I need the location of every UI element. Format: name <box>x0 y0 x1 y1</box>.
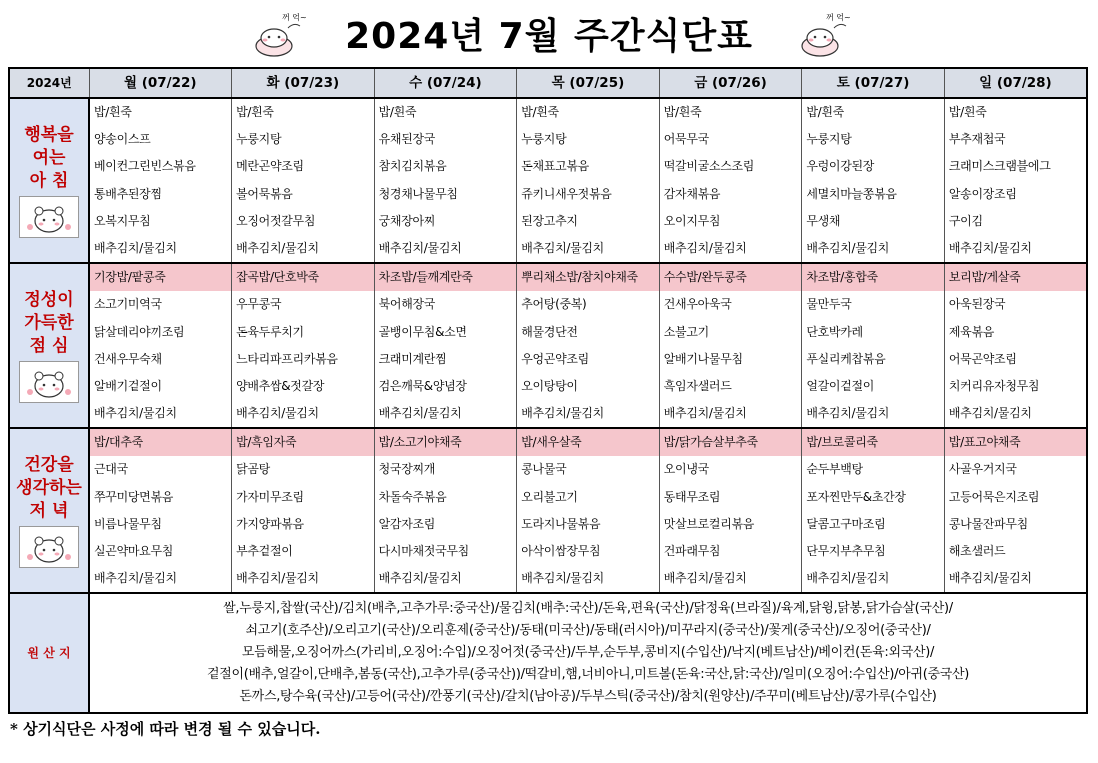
title-bar <box>0 0 1098 66</box>
day-header: 일 (07/28) <box>944 68 1087 98</box>
menu-item: 누룽지탕 <box>236 132 282 147</box>
meal-label-line: 여는 <box>32 147 66 168</box>
menu-item: 양송이스프 <box>94 132 151 147</box>
footnote: * 상기식단은 사정에 따라 변경 될 수 있습니다. <box>10 720 321 738</box>
menu-item: 소고기미역국 <box>94 297 162 312</box>
menu-item: 콩나물국 <box>521 462 567 477</box>
menu-item: 동태무조림 <box>663 489 721 504</box>
menu-item-rice-porridge: 밥/흰죽 <box>663 105 702 119</box>
menu-item: 검은깨묵&양념장 <box>378 378 467 393</box>
menu-item: 배추김치/물김치 <box>236 406 319 421</box>
menu-item: 콩나물잔파무침 <box>948 516 1028 531</box>
day-header: 목 (07/25) <box>517 68 660 98</box>
menu-item-rice-porridge: 밥/흰죽 <box>378 105 417 119</box>
menu-item: 알감자조림 <box>378 516 436 531</box>
menu-item: 배추김치/물김치 <box>236 571 319 586</box>
menu-item: 배추김치/물김치 <box>378 571 462 586</box>
menu-item: 참치김치볶음 <box>378 159 447 174</box>
day-header: 수 (07/24) <box>374 68 517 98</box>
menu-cell <box>232 428 375 593</box>
origin-label: 원 산 지 <box>9 593 89 713</box>
menu-item: 청경채나물무침 <box>378 186 458 201</box>
menu-item-rice-porridge: 밥/브로콜리죽 <box>802 429 944 456</box>
menu-item: 배추김치/물김치 <box>948 406 1032 421</box>
menu-item: 순두부백탕 <box>806 462 863 477</box>
menu-item-rice-porridge: 잡곡밥/단호박죽 <box>232 264 374 291</box>
menu-item: 알배기겉절이 <box>94 378 162 393</box>
menu-cell <box>374 428 517 593</box>
menu-item: 닭곰탕 <box>236 462 270 477</box>
menu-item: 우엉곤약조림 <box>521 351 589 366</box>
menu-item: 배추김치/물김치 <box>663 240 747 255</box>
menu-item-rice-porridge: 밥/흰죽 <box>948 105 987 119</box>
menu-cell <box>89 428 232 593</box>
menu-item: 비름나물무침 <box>94 516 162 531</box>
menu-item: 배추김치/물김치 <box>663 571 747 586</box>
meal-row <box>9 428 1087 593</box>
hamster-sticker-icon <box>19 526 79 568</box>
menu-item: 배추김치/물김치 <box>94 571 177 586</box>
menu-item: 오복지무침 <box>94 213 151 228</box>
origin-line: 쇠고기(호주산)/오리고기(국산)/오리훈제(중국산)/동태(미국산)/동태(러시아)/미꾸라지(중국산)/꽃게(중국산)/오징어(중국산)/ <box>245 623 931 639</box>
menu-item: 치커리유자청무침 <box>948 378 1040 393</box>
menu-item: 쭈꾸미당면볶음 <box>94 489 174 504</box>
menu-item-rice-porridge: 수수밥/완두콩죽 <box>660 264 802 291</box>
meal-label <box>9 428 89 593</box>
menu-item: 제육볶음 <box>948 324 995 339</box>
menu-item-rice-porridge: 밥/닭가슴살부추죽 <box>660 429 802 456</box>
menu-item: 배추김치/물김치 <box>94 406 177 421</box>
year-header: 2024년 <box>9 68 89 98</box>
day-header: 화 (07/23) <box>232 68 375 98</box>
menu-item: 아욱된장국 <box>948 297 1006 312</box>
menu-item: 베이컨그린빈스볶음 <box>94 159 196 174</box>
menu-item: 감자채볶음 <box>663 186 721 201</box>
meal-row <box>9 263 1087 428</box>
hamster-sticker-icon <box>19 361 79 403</box>
menu-item: 배추김치/물김치 <box>94 240 177 255</box>
meal-label-line: 점 심 <box>29 335 69 356</box>
menu-item: 배추김치/물김치 <box>806 406 890 421</box>
menu-item: 해물경단전 <box>521 324 578 339</box>
menu-item: 오이지무침 <box>663 213 721 228</box>
menu-item-rice-porridge: 차조밥/홍합죽 <box>802 264 944 291</box>
menu-item: 느타리파프리카볶음 <box>236 351 338 366</box>
menu-item: 단호박카레 <box>806 324 863 339</box>
origin-line: 쌀,누룽지,찹쌀(국산)/김치(배추,고추가루:중국산)/물김치(배추:국산)/돈육,편육(국산)/닭정육(브라질)/육계,닭윙,닭봉,닭가슴살(국산)/ <box>223 601 953 617</box>
menu-cell <box>802 428 945 593</box>
meal-label-line: 저 녁 <box>29 500 69 521</box>
meal-label-line: 생각하는 <box>16 477 82 498</box>
menu-cell <box>517 263 660 428</box>
meal-label-line: 정성이 <box>24 289 74 310</box>
origin-row <box>9 593 1087 713</box>
menu-item: 볼어묵볶음 <box>236 186 293 201</box>
menu-item: 해초샐러드 <box>948 544 1006 558</box>
menu-item: 달콤고구마조림 <box>806 516 886 531</box>
menu-item: 배추김치/물김치 <box>806 240 890 255</box>
menu-item-rice-porridge: 밥/흰죽 <box>236 105 274 119</box>
menu-cell <box>232 263 375 428</box>
menu-item: 구이김 <box>948 213 983 228</box>
menu-item-rice-porridge: 밥/흰죽 <box>521 105 559 119</box>
menu-item: 크래미스크램블에그 <box>948 159 1051 174</box>
meal-label-line: 행복을 <box>24 124 74 145</box>
menu-item: 물만두국 <box>806 297 852 312</box>
weekly-menu-table <box>8 67 1088 714</box>
menu-item-rice-porridge: 밥/흰죽 <box>806 105 844 119</box>
menu-item-rice-porridge: 밥/새우살죽 <box>517 429 659 456</box>
menu-item: 소불고기 <box>663 324 709 339</box>
origin-line: 모듬해물,오징어까스(가리비,오징어:수입)/오징어젓(중국산)/두부,순두부,콩비지(수입산)/낙지(베트남산)/베이컨(돈육:외국산)/ <box>241 645 935 661</box>
menu-cell <box>89 263 232 428</box>
menu-item: 된장고추지 <box>521 213 578 228</box>
hamster-sticker-icon <box>19 196 79 238</box>
origin-line: 겉절이(배추,얼갈이,단배추,봄동(국산),고추가루(중국산))/떡갈비,햄,너비아니,미트볼(돈육:국산,닭:국산)/일미(오징어:수입산)/아귀(중국산) <box>206 667 970 683</box>
menu-item: 양배추쌈&젓갈장 <box>236 378 325 393</box>
menu-item: 우렁이강된장 <box>806 159 875 174</box>
menu-cell <box>374 98 517 263</box>
menu-cell <box>659 428 802 593</box>
menu-item: 배추김치/물김치 <box>663 406 747 421</box>
menu-item: 통배추된장찜 <box>94 186 162 201</box>
menu-item: 추어탕(중복) <box>521 297 587 312</box>
menu-item: 배추김치/물김치 <box>521 571 604 586</box>
menu-item: 사골우거지국 <box>948 462 1017 477</box>
menu-item-rice-porridge: 기장밥/팥콩죽 <box>90 264 231 291</box>
menu-item: 배추김치/물김치 <box>948 571 1032 586</box>
menu-item-rice-porridge: 보리밥/게살죽 <box>945 264 1086 291</box>
day-header: 토 (07/27) <box>802 68 945 98</box>
menu-cell <box>659 98 802 263</box>
menu-item: 차돌숙주볶음 <box>378 489 447 504</box>
hamster-mascot-icon <box>790 8 852 60</box>
meal-label <box>9 263 89 428</box>
menu-item: 떡갈비굴소스조림 <box>663 159 755 174</box>
menu-item-rice-porridge: 밥/흑임자죽 <box>232 429 374 456</box>
menu-item: 가자미무조림 <box>236 489 304 504</box>
menu-item-rice-porridge: 밥/대추죽 <box>90 429 231 456</box>
meal-label-line: 가득한 <box>24 312 74 333</box>
menu-item: 크래미계란찜 <box>378 351 447 366</box>
menu-item: 오이탕탕이 <box>521 378 578 393</box>
menu-item: 부추겉절이 <box>236 544 293 558</box>
menu-item: 가지양파볶음 <box>236 516 304 531</box>
menu-item: 건파래무침 <box>663 544 721 558</box>
meal-row <box>9 98 1087 263</box>
menu-item: 알배기나물무침 <box>663 351 743 366</box>
menu-item: 골뱅이무침&소면 <box>378 324 467 339</box>
meal-label <box>9 98 89 263</box>
menu-cell <box>374 263 517 428</box>
menu-item-rice-porridge: 밥/표고야채죽 <box>945 429 1086 456</box>
menu-item: 흑임자샐러드 <box>663 378 732 393</box>
menu-item: 근대국 <box>94 462 128 477</box>
menu-cell <box>802 263 945 428</box>
menu-item: 배추김치/물김치 <box>948 240 1032 255</box>
menu-item: 배추김치/물김치 <box>521 240 604 255</box>
menu-item: 누룽지탕 <box>806 132 852 147</box>
menu-item: 아삭이쌈장무침 <box>521 544 601 558</box>
menu-cell <box>659 263 802 428</box>
menu-item: 알송이장조림 <box>948 186 1017 201</box>
header-row <box>9 68 1087 98</box>
menu-cell <box>89 98 232 263</box>
menu-item-rice-porridge: 밥/소고기야채죽 <box>375 429 517 456</box>
menu-item: 푸실리케찹볶음 <box>806 351 886 366</box>
menu-item: 배추김치/물김치 <box>378 240 462 255</box>
menu-cell <box>944 263 1087 428</box>
menu-item: 배추김치/물김치 <box>521 406 604 421</box>
menu-item: 청국장찌개 <box>378 462 436 477</box>
menu-item: 포자찐만두&초간장 <box>806 489 906 504</box>
menu-item: 무생채 <box>806 213 841 228</box>
menu-item: 오이냉국 <box>663 462 709 477</box>
menu-item-rice-porridge: 밥/흰죽 <box>94 105 132 119</box>
menu-item: 실곤약마요무침 <box>94 544 174 558</box>
menu-item: 맛살브로컬리볶음 <box>663 516 755 531</box>
menu-item: 돈육두루치기 <box>236 324 304 339</box>
menu-item: 쥬키니새우젓볶음 <box>521 186 612 201</box>
menu-item: 우무콩국 <box>236 297 282 312</box>
menu-item: 돈채표고볶음 <box>521 159 589 174</box>
menu-cell <box>944 428 1087 593</box>
page-title: 2024년 7월 주간식단표 <box>345 16 753 57</box>
menu-item: 어묵무국 <box>663 132 709 147</box>
menu-item-rice-porridge: 뿌리채소밥/참치야채죽 <box>517 264 659 291</box>
menu-item: 건새우무숙채 <box>94 351 162 366</box>
menu-cell <box>944 98 1087 263</box>
menu-cell <box>517 428 660 593</box>
menu-cell <box>232 98 375 263</box>
menu-item: 누룽지탕 <box>521 132 567 147</box>
day-header: 월 (07/22) <box>89 68 232 98</box>
menu-item: 어묵곤약조림 <box>948 351 1017 366</box>
menu-item: 궁채장아찌 <box>378 213 436 228</box>
mascot-caption: 꺼 억~ <box>826 13 851 22</box>
menu-item: 건새우아욱국 <box>663 297 732 312</box>
menu-item: 부추재첩국 <box>948 132 1006 147</box>
menu-item: 오징어젓갈무침 <box>236 213 316 228</box>
mascot-caption: 꺼 억~ <box>282 13 307 22</box>
menu-item: 배추김치/물김치 <box>806 571 890 586</box>
menu-cell <box>802 98 945 263</box>
menu-item: 메란곤약조림 <box>236 159 304 174</box>
menu-item: 배추김치/물김치 <box>236 240 319 255</box>
menu-item: 도라지나물볶음 <box>521 516 601 531</box>
origin-text <box>89 593 1087 713</box>
menu-item: 얼갈이겉절이 <box>806 378 875 393</box>
day-header: 금 (07/26) <box>659 68 802 98</box>
menu-item: 단무지부추무침 <box>806 544 886 558</box>
menu-item: 고등어묵은지조림 <box>948 489 1040 504</box>
menu-item-rice-porridge: 차조밥/들깨계란죽 <box>375 264 517 291</box>
menu-item: 오리불고기 <box>521 489 578 504</box>
menu-item: 닭살데리야끼조림 <box>94 324 185 339</box>
origin-line: 돈까스,탕수육(국산)/고등어(국산)/깐풍기(국산)/갈치(남아공)/두부스틱(중국산)/참치(원양산)/주꾸미(베트남산)/콩가루(수입산) <box>239 689 937 705</box>
menu-item: 유채된장국 <box>378 132 436 147</box>
meal-label-line: 아 침 <box>29 170 69 191</box>
menu-item: 북어해장국 <box>378 297 436 312</box>
meal-label-line: 건강을 <box>24 454 74 475</box>
menu-item: 배추김치/물김치 <box>378 406 462 421</box>
menu-item: 다시마채젓국무침 <box>378 544 469 558</box>
menu-cell <box>517 98 660 263</box>
menu-item: 세멸치마늘쫑볶음 <box>806 186 897 201</box>
